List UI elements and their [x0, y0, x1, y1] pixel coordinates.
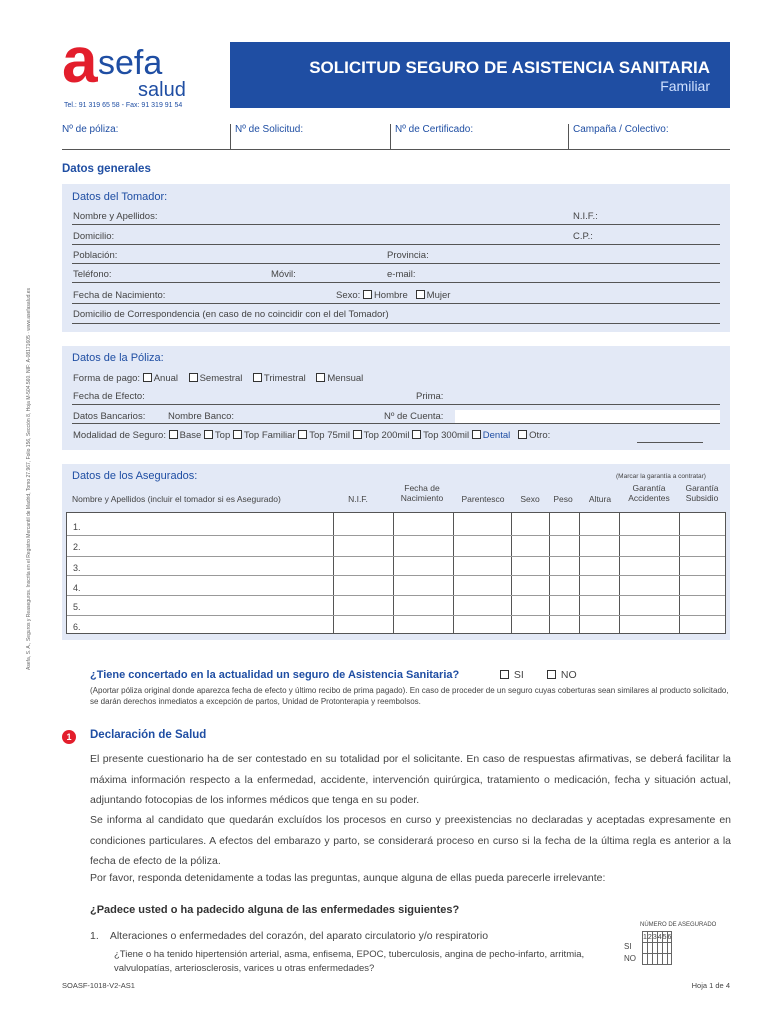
forma-pago-row	[73, 373, 363, 384]
poblacion-label: Población:	[73, 250, 118, 261]
page-number: Hoja 1 de 4	[691, 981, 730, 990]
nombre-label: Nombre y Apellidos:	[73, 211, 158, 222]
tomador-panel	[62, 184, 730, 332]
fecha-efecto-label: Fecha de Efecto:	[73, 391, 145, 402]
concertado-no-checkbox[interactable]	[547, 670, 556, 679]
table-row[interactable]: 3.	[73, 563, 81, 573]
anual-checkbox[interactable]	[143, 373, 152, 382]
concertado-si	[500, 669, 524, 681]
legal-side-text: Asefa, S. A., Seguros y Reaseguros. Inscrita en el Registro Mercantil de Madrid, Tomo 27.967, Folio 156, Sección 8, Hoja M-504.560. NIF: A-08171605 · www.asefasalud.es	[26, 287, 32, 670]
answer-si-label: SI	[624, 942, 632, 951]
top300-label: Top 300mil	[423, 430, 470, 441]
base-checkbox[interactable]	[169, 430, 178, 439]
declaracion-p3: Por favor, responda detenidamente a todas las preguntas, aunque alguna de ellas pueda parecerle irrelevante:	[90, 872, 606, 884]
table-row[interactable]: 2.	[73, 542, 81, 552]
grid-divider	[67, 615, 725, 616]
form-subtitle: Familiar	[660, 78, 710, 94]
form-title: SOLICITUD SEGURO DE ASISTENCIA SANITARIA	[309, 58, 710, 77]
cuenta-label: Nº de Cuenta:	[384, 411, 444, 422]
poliza-field[interactable]: Nº de póliza:	[62, 124, 119, 135]
asegurado-num: 6	[667, 933, 672, 941]
col-parentesco: Parentesco	[461, 494, 505, 504]
nombre-line[interactable]	[72, 224, 720, 225]
nif-label: N.I.F.:	[573, 211, 598, 222]
tomador-heading: Datos del Tomador:	[72, 191, 168, 203]
section-number-badge: 1	[62, 730, 76, 744]
declaracion-heading: Declaración de Salud	[90, 729, 207, 741]
trimestral-label: Trimestral	[263, 373, 306, 384]
top200-checkbox[interactable]	[353, 430, 362, 439]
poliza-heading: Datos de la Póliza:	[72, 352, 164, 364]
grid-divider	[67, 575, 725, 576]
table-row[interactable]: 5.	[73, 602, 81, 612]
grid-divider	[67, 535, 725, 536]
mujer-checkbox[interactable]	[416, 290, 425, 299]
domicilio-line[interactable]	[72, 244, 720, 245]
asefa-logo	[62, 24, 222, 112]
logo-sefa: sefa	[98, 44, 163, 82]
modalidad-label: Modalidad de Seguro:	[73, 430, 166, 441]
nacimiento-label: Fecha de Nacimiento:	[73, 290, 166, 301]
cp-label: C.P.:	[573, 231, 593, 242]
title-banner	[230, 42, 730, 108]
campana-field[interactable]: Campaña / Colectivo:	[568, 124, 730, 149]
table-row[interactable]: 6.	[73, 622, 81, 632]
logo-a: a	[62, 24, 98, 96]
top75-label: Top 75mil	[309, 430, 350, 441]
col-subsidio: Garantía Subsidio	[685, 483, 719, 503]
question-item-1: 1. Alteraciones o enfermedades del corazón, del aparato circulatorio y/o respiratorio	[90, 930, 489, 942]
nombre-banco-label: Nombre Banco:	[168, 411, 235, 422]
col-peso: Peso	[553, 494, 573, 504]
numero-asegurado-caption: NÚMERO DE ASEGURADO	[640, 922, 717, 928]
table-row[interactable]: 4.	[73, 583, 81, 593]
cuenta-input[interactable]	[455, 410, 720, 423]
answer-si-cell[interactable]	[667, 943, 672, 954]
question-item-1-detail: ¿Tiene o ha tenido hipertensión arterial, asma, enfisema, EPOC, tuberculosis, angina de pecho-infarto, arritmia, valvulopatías, arteriosclerosis, varices u otras enfermedades?	[114, 949, 585, 974]
forma-pago-label: Forma de pago:	[73, 373, 141, 384]
otro-checkbox[interactable]	[518, 430, 527, 439]
garantia-note: (Marcar la garantía a contratar)	[616, 473, 706, 480]
modalidad-row	[73, 430, 550, 441]
telefono-label: Teléfono:	[73, 269, 112, 280]
enfermedades-question: ¿Padece usted o ha padecido alguna de las enfermedades siguientes?	[90, 904, 460, 916]
concertado-si-label: SI	[513, 669, 524, 681]
certificado-field[interactable]: Nº de Certificado:	[390, 124, 568, 149]
semestral-checkbox[interactable]	[189, 373, 198, 382]
answer-table	[642, 931, 672, 965]
concertado-no-label: NO	[560, 669, 577, 681]
hombre-label: Hombre	[373, 290, 408, 301]
concertado-si-checkbox[interactable]	[500, 670, 509, 679]
policy-number-row	[62, 124, 730, 150]
poliza-panel	[62, 346, 730, 450]
datos-generales-heading: Datos generales	[62, 163, 151, 175]
bancarios-label: Datos Bancarios:	[73, 411, 146, 422]
dental-checkbox[interactable]	[472, 430, 481, 439]
dental-label: Dental	[482, 430, 511, 441]
asegurado-num: 4	[657, 933, 662, 941]
anual-label: Anual	[153, 373, 179, 384]
hombre-checkbox[interactable]	[363, 290, 372, 299]
table-row[interactable]: 1.	[73, 522, 81, 532]
asegurado-num: 5	[662, 933, 667, 941]
sexo-group	[336, 290, 450, 301]
declaracion-p1: El presente cuestionario ha de ser contestado en su totalidad por el solicitante. En caso de respuestas afirmativas, se deberá facilitar la máxima información respecto a la enfermedad, accidente, intervención quirúrgica, tratamiento o medicación, fecha y situación actual, adjuntando fotocopias de los informes médicos que tenga en su poder.	[90, 753, 731, 806]
col-nombre: Nombre y Apellidos (incluir el tomador si es Asegurado)	[72, 494, 281, 504]
asegurado-num: 2	[647, 933, 652, 941]
domicilio-label: Domicilio:	[73, 231, 115, 242]
fecha-efecto-line[interactable]	[72, 404, 720, 405]
base-label: Base	[179, 430, 202, 441]
concertado-no	[547, 669, 577, 681]
bancarios-line	[72, 423, 720, 424]
mensual-checkbox[interactable]	[316, 373, 325, 382]
sexo-label: Sexo:	[336, 290, 361, 301]
mujer-label: Mujer	[426, 290, 451, 301]
top200-label: Top 200mil	[363, 430, 410, 441]
answer-no-label: NO	[624, 954, 636, 963]
concertado-question: ¿Tiene concertado en la actualidad un seguro de Asistencia Sanitaria?	[90, 669, 460, 681]
top75-checkbox[interactable]	[298, 430, 307, 439]
correspondencia-label: Domicilio de Correspondencia (en caso de no coincidir con el del Tomador)	[73, 309, 389, 320]
asegurados-heading: Datos de los Asegurados:	[72, 470, 198, 482]
answer-no-cell[interactable]	[667, 954, 672, 965]
top-familiar-label: Top Familiar	[243, 430, 296, 441]
col-accidentes: Garantía Accidentes	[628, 483, 670, 503]
solicitud-field[interactable]: Nº de Solicitud:	[230, 124, 390, 149]
concertado-note: (Aportar póliza original donde aparezca fecha de efecto y último recibo de prima pagado). En caso de proceder de un seguro cuyas coberturas sean similares al producto solicitado, se darán derechos inmediatos a excepción de partos, Unidad de Protonterapia y reembolsos.	[90, 686, 729, 706]
asegurado-num: 3	[652, 933, 657, 941]
form-code: SOASF-1018-V2-AS1	[62, 981, 135, 990]
telefono-line[interactable]	[72, 282, 720, 283]
poblacion-line[interactable]	[72, 263, 720, 264]
trimestral-checkbox[interactable]	[253, 373, 262, 382]
col-nacimiento: Fecha de Nacimiento	[400, 483, 444, 503]
provincia-label: Provincia:	[387, 250, 429, 261]
logo-salud: salud	[138, 79, 186, 101]
top-checkbox[interactable]	[204, 430, 213, 439]
col-sexo: Sexo	[520, 494, 540, 504]
correspondencia-line[interactable]	[72, 323, 720, 324]
asegurados-table	[66, 512, 726, 634]
top-label: Top	[214, 430, 231, 441]
grid-divider	[67, 556, 725, 557]
prima-label: Prima:	[416, 391, 444, 402]
top300-checkbox[interactable]	[412, 430, 421, 439]
movil-label: Móvil:	[271, 269, 296, 280]
asegurado-num: 1	[643, 933, 647, 941]
semestral-label: Semestral	[199, 373, 243, 384]
declaracion-p2: Se informa al candidato que quedarán excluídos los procesos en curso y preexistencias no declaradas y aceptadas expresamente en condiciones particulares. A efectos del embarazo y parto, se considerará proceso en curso si la fecha de la última regla es anterior a la fecha de efecto de la póliza.	[90, 814, 731, 867]
col-nif: N.I.F.	[348, 494, 368, 504]
col-altura: Altura	[588, 494, 612, 504]
nacimiento-line[interactable]	[72, 303, 720, 304]
otro-label: Otro:	[529, 430, 551, 441]
email-label: e-mail:	[387, 269, 416, 280]
mensual-label: Mensual	[327, 373, 364, 384]
contact-phones: Tel.: 91 319 65 58 - Fax: 91 319 91 54	[64, 102, 183, 109]
grid-divider	[67, 595, 725, 596]
otro-line[interactable]	[637, 442, 703, 443]
top-familiar-checkbox[interactable]	[233, 430, 242, 439]
